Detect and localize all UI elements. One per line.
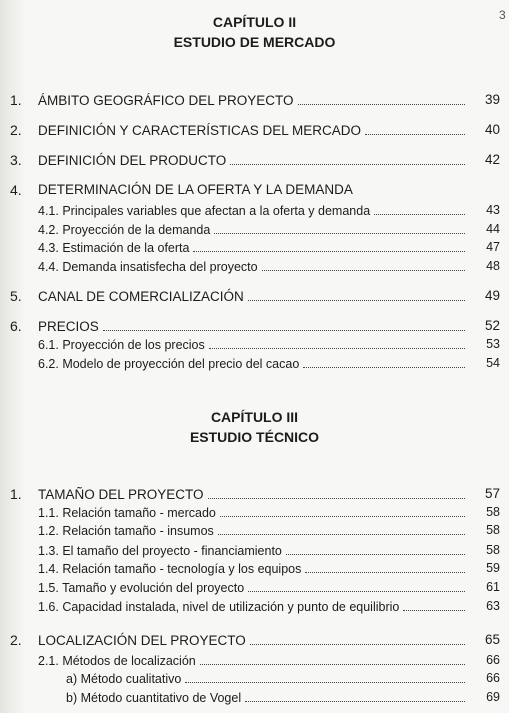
toc-entry <box>0 484 509 504</box>
toc-entry-title-wrap <box>38 150 469 171</box>
toc-entry <box>0 90 509 110</box>
toc-entry-page: 59 <box>486 561 500 575</box>
toc-entry <box>0 577 509 597</box>
toc-entry-title: 1.3. El tamaño del proyecto - financiamiento <box>38 544 282 558</box>
dot-leader <box>185 668 465 683</box>
toc-entry <box>0 502 509 522</box>
toc-entry-page: 58 <box>486 505 500 519</box>
dot-leader <box>250 630 465 645</box>
toc-entry-title-wrap <box>38 353 469 374</box>
dot-leader <box>374 200 465 215</box>
toc-entry-number: 4. <box>10 182 22 198</box>
toc-entry-title-wrap <box>66 687 469 708</box>
toc-entry-page: 49 <box>484 288 500 303</box>
toc-entry-number: 1. <box>10 92 22 108</box>
chapter-label: CAPÍTULO III <box>210 409 299 425</box>
toc-entry-title: 1.2. Relación tamaño - insumos <box>38 524 214 538</box>
toc-entry-title: 2.1. Métodos de localización <box>38 654 196 668</box>
toc-entry <box>0 668 509 688</box>
toc-entry-page: 57 <box>484 486 500 501</box>
toc-entry <box>0 237 509 257</box>
toc-entry <box>0 558 509 578</box>
toc-entry-title-wrap <box>38 256 469 277</box>
toc-entry <box>0 180 509 200</box>
chapter-title: ESTUDIO TÉCNICO <box>189 429 320 445</box>
toc-entry-title: a) Método cualitativo <box>66 672 182 686</box>
toc-entry-title-wrap <box>38 90 469 111</box>
dot-leader <box>365 120 465 135</box>
toc-entry-title: DETERMINACIÓN DE LA OFERTA Y LA DEMANDA <box>38 182 353 197</box>
dot-leader <box>262 256 465 271</box>
dot-leader <box>403 596 465 611</box>
toc-entry-title: 6.1. Proyección de los precios <box>38 338 205 352</box>
dot-leader <box>286 540 465 555</box>
toc-entry-title-wrap <box>38 120 469 141</box>
toc-entry-title: ÁMBITO GEOGRÁFICO DEL PROYECTO <box>38 93 294 108</box>
toc-entry-title: 4.3. Estimación de la oferta <box>38 241 190 255</box>
toc-entry-title: 4.1. Principales variables que afectan a la oferta y demanda <box>38 204 371 218</box>
toc-entry <box>0 540 509 560</box>
toc-entry-title: DEFINICIÓN DEL PRODUCTO <box>38 153 227 168</box>
dot-leader <box>209 334 465 349</box>
dot-leader <box>245 687 465 702</box>
toc-entry-title-wrap <box>38 286 469 307</box>
toc-entry-title-wrap <box>38 558 469 579</box>
toc-entry <box>0 630 509 650</box>
toc-entry-page: 58 <box>486 523 500 537</box>
toc-entry-page: 39 <box>484 92 500 107</box>
toc-entry-page: 47 <box>486 240 500 254</box>
toc-entry-page: 69 <box>486 690 500 704</box>
toc-entry-title: 1.4. Relación tamaño - tecnología y los equipos <box>38 562 302 576</box>
toc-entry-page: 40 <box>484 122 500 137</box>
toc-entry-title: 6.2. Modelo de proyección del precio del cacao <box>38 357 300 371</box>
toc-entry-page: 44 <box>486 222 500 236</box>
toc-entry-page: 65 <box>484 632 500 647</box>
toc-entry-title: 1.1. Relación tamaño - mercado <box>38 506 216 520</box>
dot-leader <box>305 558 465 573</box>
toc-entry-title: 4.4. Demanda insatisfecha del proyecto <box>38 260 258 274</box>
toc-entry-number: 1. <box>10 486 22 502</box>
toc-entry-title: TAMAÑO DEL PROYECTO <box>38 487 204 502</box>
toc-entry-page: 53 <box>486 337 500 351</box>
toc-entry-title: DEFINICIÓN Y CARACTERÍSTICAS DEL MERCADO <box>38 123 362 138</box>
toc-entry-page: 43 <box>486 203 500 217</box>
toc-entry <box>0 353 509 373</box>
toc-entry <box>0 150 509 170</box>
dot-leader <box>248 286 465 301</box>
chapter-2-heading <box>0 12 509 52</box>
toc-entry-title-wrap <box>38 630 469 651</box>
toc-entry-title-wrap <box>66 668 469 689</box>
dot-leader <box>214 219 465 234</box>
toc-entry-title: PRECIOS <box>38 319 99 334</box>
toc-entry-title-wrap <box>38 334 469 355</box>
toc-entry-title: 1.5. Tamaño y evolución del proyecto <box>38 581 245 595</box>
toc-entry-page: 61 <box>486 580 500 594</box>
dot-leader <box>248 577 465 592</box>
toc-entry <box>0 334 509 354</box>
toc-entry-page: 42 <box>484 152 500 167</box>
toc-entry-page: 48 <box>486 259 500 273</box>
toc-entry-number: 2. <box>10 122 22 138</box>
dot-leader <box>200 650 465 665</box>
toc-entry-title-wrap <box>38 180 353 200</box>
dot-leader <box>103 316 465 331</box>
toc-entry-title: 1.6. Capacidad instalada, nivel de utilización y punto de equilibrio <box>38 600 400 614</box>
toc-entry <box>0 650 509 670</box>
chapter-title: ESTUDIO DE MERCADO <box>173 34 336 50</box>
dot-leader <box>218 520 465 535</box>
toc-entry-page: 66 <box>486 653 500 667</box>
toc-entry-title-wrap <box>38 596 469 617</box>
dot-leader <box>303 353 465 368</box>
toc-entry <box>0 596 509 616</box>
chapter-3-heading <box>0 407 509 447</box>
page-corner-mark: 3 <box>499 8 506 22</box>
chapter-label: CAPÍTULO II <box>212 14 297 30</box>
toc-entry-title: LOCALIZACIÓN DEL PROYECTO <box>38 633 246 648</box>
dot-leader <box>230 150 465 165</box>
toc-entry-number: 3. <box>10 152 22 168</box>
toc-entry <box>0 200 509 220</box>
toc-entry-title-wrap <box>38 577 469 598</box>
toc-entry <box>0 520 509 540</box>
toc-entry-page: 52 <box>484 318 500 333</box>
toc-entry-title-wrap <box>38 200 469 221</box>
toc-entry-title-wrap <box>38 520 469 541</box>
toc-entry <box>0 687 509 707</box>
toc-entry <box>0 316 509 336</box>
toc-entry-title-wrap <box>38 237 469 258</box>
toc-entry <box>0 219 509 239</box>
dot-leader <box>193 237 465 252</box>
toc-entry-number: 5. <box>10 288 22 304</box>
toc-entry-page: 66 <box>486 671 500 685</box>
dot-leader <box>298 90 465 105</box>
toc-entry <box>0 286 509 306</box>
toc-entry <box>0 256 509 276</box>
toc-entry-title: CANAL DE COMERCIALIZACIÓN <box>38 289 244 304</box>
toc-entry-number: 6. <box>10 318 22 334</box>
toc-entry <box>0 120 509 140</box>
toc-entry-title: b) Método cuantitativo de Vogel <box>66 691 242 705</box>
toc-entry-title: 4.2. Proyección de la demanda <box>38 223 211 237</box>
dot-leader <box>208 484 465 499</box>
dot-leader <box>220 502 465 517</box>
toc-entry-page: 54 <box>486 356 500 370</box>
toc-entry-page: 58 <box>486 543 500 557</box>
toc-entry-page: 63 <box>486 599 500 613</box>
toc-entry-number: 2. <box>10 632 22 648</box>
